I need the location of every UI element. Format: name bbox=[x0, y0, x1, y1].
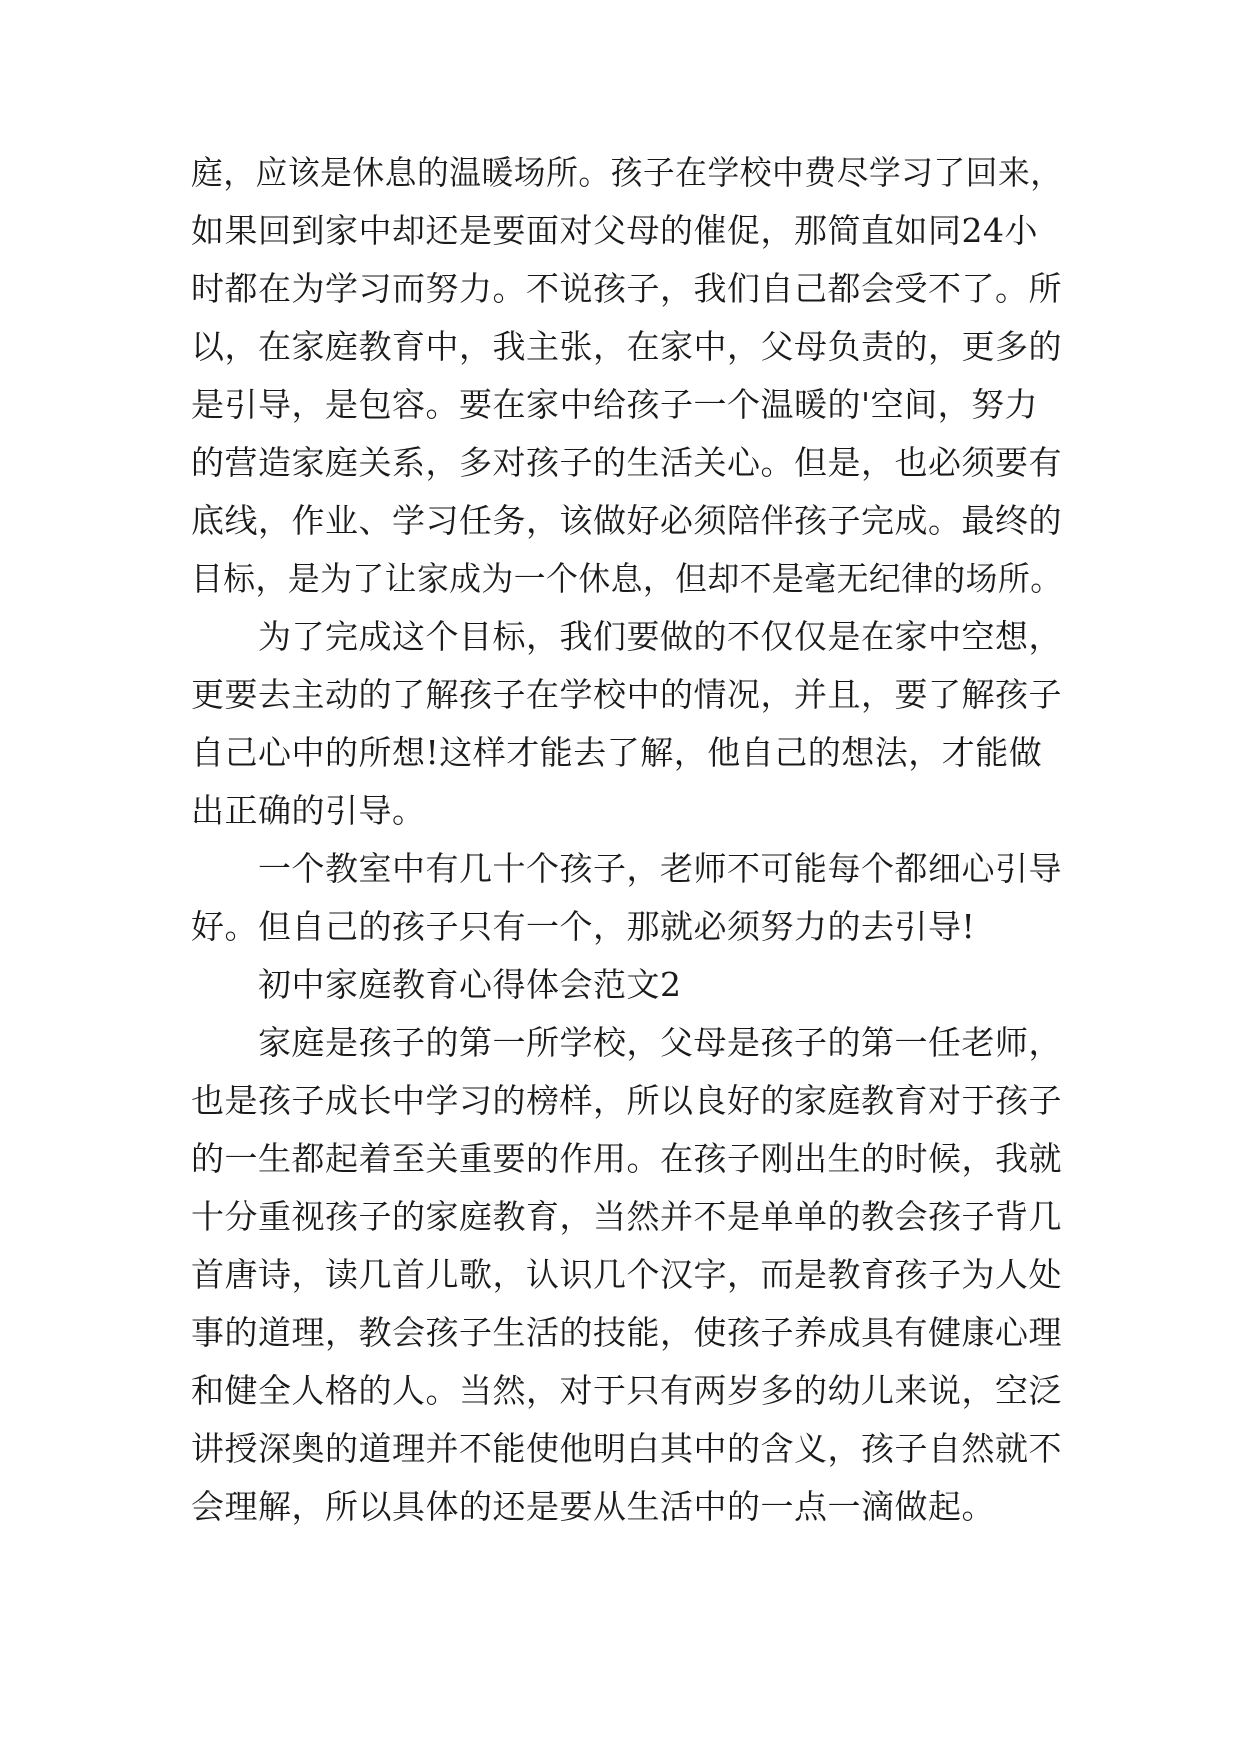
paragraph-line: 如果回到家中却还是要面对父母的催促，那简直如同24小 bbox=[191, 211, 1038, 250]
paragraph-line: 更要去主动的了解孩子在学校中的情况，并且，要了解孩子 bbox=[191, 675, 1062, 714]
paragraph-line: 出正确的引导。 bbox=[191, 791, 426, 830]
paragraph-line: 也是孩子成长中学习的榜样，所以良好的家庭教育对于孩子 bbox=[191, 1081, 1062, 1120]
paragraph-line: 底线，作业、学习任务，该做好必须陪伴孩子完成。最终的 bbox=[191, 501, 1062, 540]
paragraph-line: 庭，应该是休息的温暖场所。孩子在学校中费尽学习了回来， bbox=[191, 153, 1063, 192]
paragraph-line: 好。但自己的孩子只有一个，那就必须努力的去引导! bbox=[191, 907, 976, 946]
paragraph-line: 目标，是为了让家成为一个休息，但却不是毫无纪律的场所。 bbox=[191, 559, 1063, 598]
paragraph-line: 事的道理，教会孩子生活的技能，使孩子养成具有健康心理 bbox=[191, 1313, 1062, 1352]
paragraph-line: 以，在家庭教育中，我主张，在家中，父母负责的，更多的 bbox=[191, 327, 1062, 366]
paragraph-line: 家庭是孩子的第一所学校，父母是孩子的第一任老师， bbox=[258, 1023, 1062, 1062]
paragraph-line: 的营造家庭关系，多对孩子的生活关心。但是，也必须要有 bbox=[191, 443, 1062, 482]
paragraph-line: 讲授深奥的道理并不能使他明白其中的含义，孩子自然就不 bbox=[191, 1429, 1062, 1468]
paragraph-line: 是引导，是包容。要在家中给孩子一个温暖的'空间，努力 bbox=[191, 385, 1039, 424]
paragraph-line: 十分重视孩子的家庭教育，当然并不是单单的教会孩子背几 bbox=[191, 1197, 1062, 1236]
paragraph-line: 首唐诗，读几首儿歌，认识几个汉字，而是教育孩子为人处 bbox=[191, 1255, 1062, 1294]
paragraph-line: 和健全人格的人。当然，对于只有两岁多的幼儿来说，空泛 bbox=[191, 1371, 1062, 1410]
paragraph-line: 时都在为学习而努力。不说孩子，我们自己都会受不了。所 bbox=[191, 269, 1062, 308]
paragraph-line: 自己心中的所想!这样才能去了解，他自己的想法，才能做 bbox=[191, 733, 1043, 772]
section-heading: 初中家庭教育心得体会范文2 bbox=[258, 965, 682, 1004]
paragraph-line: 的一生都起着至关重要的作用。在孩子刚出生的时候，我就 bbox=[191, 1139, 1062, 1178]
paragraph-line: 会理解，所以具体的还是要从生活中的一点一滴做起。 bbox=[191, 1487, 995, 1526]
paragraph-line: 为了完成这个目标，我们要做的不仅仅是在家中空想， bbox=[258, 617, 1062, 656]
paragraph-line: 一个教室中有几十个孩子，老师不可能每个都细心引导 bbox=[258, 849, 1062, 888]
